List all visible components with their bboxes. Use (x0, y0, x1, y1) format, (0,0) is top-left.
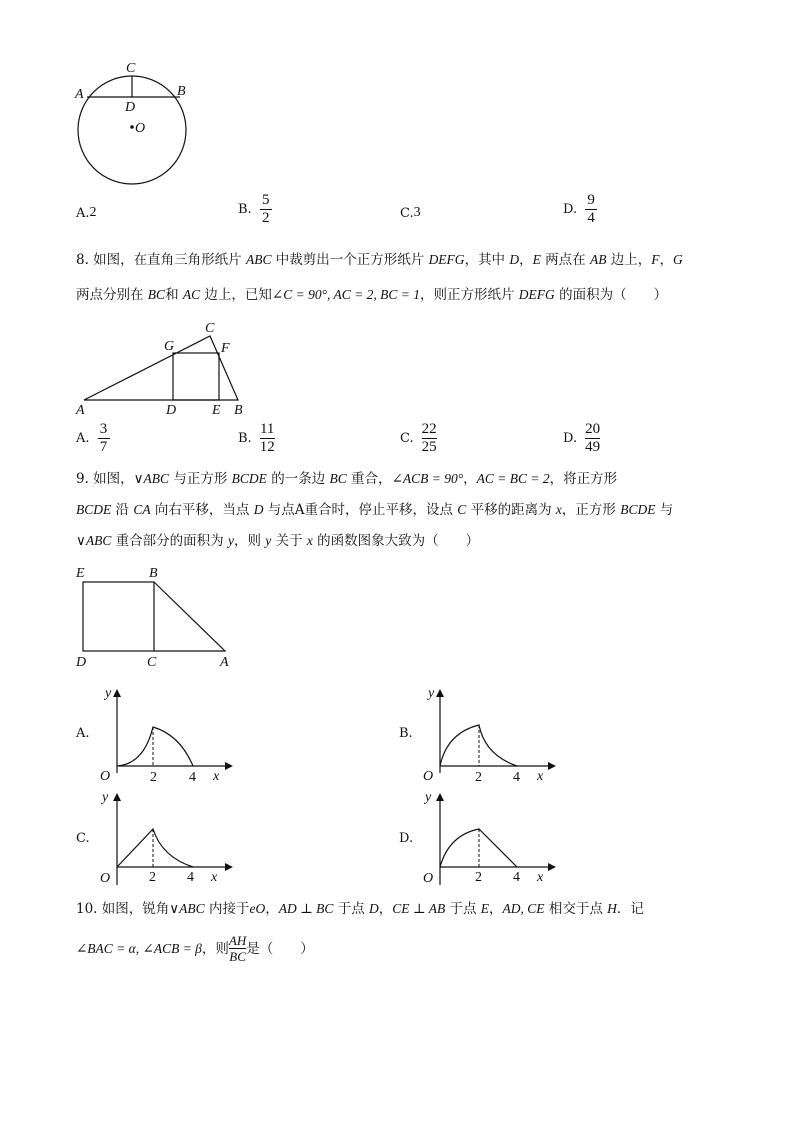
fraction (585, 421, 600, 456)
denominator: 49 (585, 439, 601, 455)
math: BC (329, 471, 347, 486)
text: 边上， (606, 252, 652, 268)
math: D (509, 252, 520, 267)
math: D (253, 502, 264, 517)
label-e: E (76, 566, 85, 581)
graph-b-letter: B. (399, 726, 413, 741)
math: ∨ABC (76, 533, 112, 548)
text: 向右平移，当点 (150, 502, 254, 518)
label-a: A (220, 655, 229, 670)
q8-option-b (238, 421, 275, 456)
option-value: 3 (413, 205, 421, 220)
q8-option-a (76, 421, 110, 456)
square-triangle-figure (72, 562, 242, 672)
x-arrow-icon (548, 863, 556, 871)
text: 两点在 (540, 252, 590, 268)
y-label: y (428, 686, 435, 701)
numerator: 9 (587, 192, 595, 208)
math: y (227, 533, 234, 548)
math: ∨ABC (169, 901, 205, 916)
tick-2: 2 (149, 870, 156, 885)
math: E (532, 252, 541, 267)
text: 沿 (111, 502, 134, 518)
text: 中裁剪出一个正方形纸片 (271, 252, 429, 268)
triangle-abc (154, 582, 225, 651)
q8-line-2 (76, 285, 667, 305)
tick-4: 4 (513, 770, 520, 783)
denominator: BC (229, 949, 246, 964)
text: 平移的距离为 (466, 502, 556, 518)
text: 9. 如图， (76, 471, 134, 487)
tick-2: 2 (475, 770, 482, 783)
math: E (480, 901, 490, 916)
numerator: 20 (585, 421, 601, 437)
tick-4: 4 (189, 770, 196, 783)
option-letter: B. (238, 202, 252, 217)
circle-figure (70, 55, 200, 190)
math: x (555, 502, 562, 517)
text: 和 (165, 287, 183, 303)
numerator: 22 (421, 421, 437, 437)
fraction (422, 421, 437, 456)
text: ， (463, 471, 477, 487)
text: 两点分别在 (76, 287, 148, 303)
q9-line-3 (76, 531, 479, 551)
y-label: y (102, 790, 109, 805)
math: DEFG (428, 252, 465, 267)
y-label: y (105, 686, 112, 701)
q7-option-d (563, 192, 597, 227)
text: 关于 (271, 533, 307, 549)
option-letter: A. (76, 205, 90, 221)
label-b: B (149, 566, 158, 581)
y-arrow-icon (113, 793, 121, 801)
denominator: 7 (99, 439, 108, 455)
math: D (369, 901, 379, 916)
math: BCDE (620, 502, 656, 517)
q8-option-d (563, 421, 600, 456)
math: H (607, 901, 617, 916)
fraction (260, 192, 272, 227)
math: BCDE (231, 471, 267, 486)
math: C (457, 502, 467, 517)
math: AB (589, 252, 607, 267)
tick-4: 4 (187, 870, 194, 885)
y-label: y (425, 790, 432, 805)
math: ∠ACB = 90° (391, 471, 464, 486)
math: ∠C = 90°, AC = 2, BC = 1 (271, 287, 420, 302)
text: 8. 如图，在直角三角形纸片 (76, 252, 246, 268)
square-bcde (83, 582, 154, 651)
text: ，则 (233, 533, 266, 549)
y-arrow-icon (436, 793, 444, 801)
origin-label: O (100, 769, 111, 783)
label-d: D (76, 655, 87, 670)
option-letter: A. (76, 431, 90, 446)
math: AC = BC = 2 (476, 471, 550, 486)
text: ， (659, 252, 673, 268)
text: ．记 (616, 901, 644, 917)
text: ，其中 (464, 252, 510, 268)
math: DEFG (518, 287, 555, 302)
graph-b (413, 683, 563, 783)
text: 与正方形 (169, 471, 232, 487)
q8-line-1 (76, 250, 683, 270)
option-letter: C. (400, 205, 414, 221)
label-c: C (126, 61, 136, 76)
text: 于点 (333, 901, 369, 917)
q7-option-b (238, 192, 272, 227)
numerator: 11 (259, 421, 275, 437)
text: 的一条边 (266, 471, 330, 487)
text: ，则 (201, 940, 229, 957)
y-arrow-icon (436, 689, 444, 697)
text: 重合， (346, 471, 392, 487)
square-defg (173, 353, 219, 400)
y-arrow-icon (113, 689, 121, 697)
text: 与 (655, 502, 674, 518)
math: ∠BAC = α, ∠ACB = β (76, 940, 202, 956)
text: ，正方形 (561, 502, 621, 518)
curve (117, 829, 193, 867)
denominator: 25 (421, 439, 437, 455)
text: 的函数图象大致为（ ） (312, 533, 480, 549)
label-o: O (135, 121, 146, 136)
x-arrow-icon (225, 762, 233, 770)
text: 10. 如图，锐角 (76, 901, 170, 917)
text: ， (519, 252, 533, 268)
text: 于点 (445, 901, 481, 917)
text: 边上，已知 (200, 287, 272, 303)
curve (117, 727, 193, 766)
math: F (651, 252, 660, 267)
graph-d (413, 787, 563, 887)
origin-label: O (423, 871, 434, 886)
label-f: F (221, 341, 230, 356)
label-a: A (76, 403, 85, 416)
option-value: 2 (89, 205, 97, 220)
fraction (260, 421, 275, 456)
denominator: 2 (261, 210, 270, 226)
option-letter: C. (400, 431, 414, 446)
q10-line-1 (76, 899, 644, 919)
q9-line-2 (76, 500, 673, 520)
math: ∨ABC (133, 471, 170, 486)
text: 重合部分的面积为 (111, 533, 228, 549)
center-dot (130, 125, 134, 129)
label-g: G (164, 339, 175, 354)
math: x (306, 533, 313, 548)
graph-a-letter: A. (76, 726, 90, 741)
math: eO (249, 901, 266, 916)
label-a: A (75, 87, 84, 102)
label-e: E (212, 403, 221, 416)
label-b: B (234, 403, 243, 416)
option-letter: D. (563, 431, 578, 446)
math: G (673, 252, 683, 267)
x-label: x (537, 870, 544, 885)
math: y (265, 533, 272, 548)
text: ， (378, 901, 393, 917)
option-letter: D. (563, 202, 578, 217)
math: AC (182, 287, 201, 302)
fraction-ah-bc (229, 933, 246, 964)
triangle-square-figure (72, 318, 257, 416)
x-label: x (537, 769, 544, 783)
math: CA (133, 502, 151, 517)
x-arrow-icon (548, 762, 556, 770)
q10-line-2 (76, 933, 314, 964)
option-letter: B. (238, 431, 252, 446)
fraction (585, 192, 597, 227)
x-label: x (211, 870, 218, 885)
label-c: C (205, 321, 215, 336)
x-arrow-icon (225, 863, 233, 871)
graph-a (90, 683, 240, 783)
x-label: x (213, 769, 220, 783)
tick-2: 2 (150, 770, 157, 783)
label-d: D (125, 100, 136, 115)
graph-c-letter: C. (76, 831, 90, 846)
graph-c (90, 787, 240, 887)
denominator: 12 (259, 439, 275, 455)
tick-4: 4 (513, 870, 520, 885)
denominator: 4 (587, 210, 595, 226)
graph-d-letter: D. (399, 831, 414, 846)
numerator: 5 (261, 192, 270, 208)
q7-option-a (76, 205, 97, 221)
origin-label: O (100, 871, 111, 886)
label-c: C (147, 655, 157, 670)
text: 的面积为（ ） (554, 287, 668, 303)
math: BC (147, 287, 166, 302)
q9-line-1 (76, 469, 617, 489)
math: AD, CE (502, 901, 545, 916)
math: CE ⊥ AB (392, 901, 446, 916)
text: 是（ ） (246, 940, 314, 957)
triangle-abc (84, 336, 238, 400)
text: 与点A重合时，停止平移，设点 (263, 502, 458, 518)
text: ，将正方形 (549, 471, 618, 487)
q8-option-c (400, 421, 437, 456)
text: 内接于 (204, 901, 250, 917)
numerator: 3 (99, 421, 108, 437)
q7-option-c (400, 205, 421, 221)
math: AD ⊥ BC (278, 901, 334, 916)
text: 相交于点 (544, 901, 608, 917)
math: ABC (245, 252, 272, 267)
text: ，则正方形纸片 (419, 287, 519, 303)
label-d: D (166, 403, 177, 416)
fraction (98, 421, 110, 456)
label-b: B (177, 84, 186, 99)
tick-2: 2 (475, 870, 482, 885)
origin-label: O (423, 769, 434, 783)
text: ， (489, 901, 503, 917)
math: BCDE (76, 502, 112, 517)
text: ， (265, 901, 279, 917)
numerator: AH (228, 933, 247, 948)
